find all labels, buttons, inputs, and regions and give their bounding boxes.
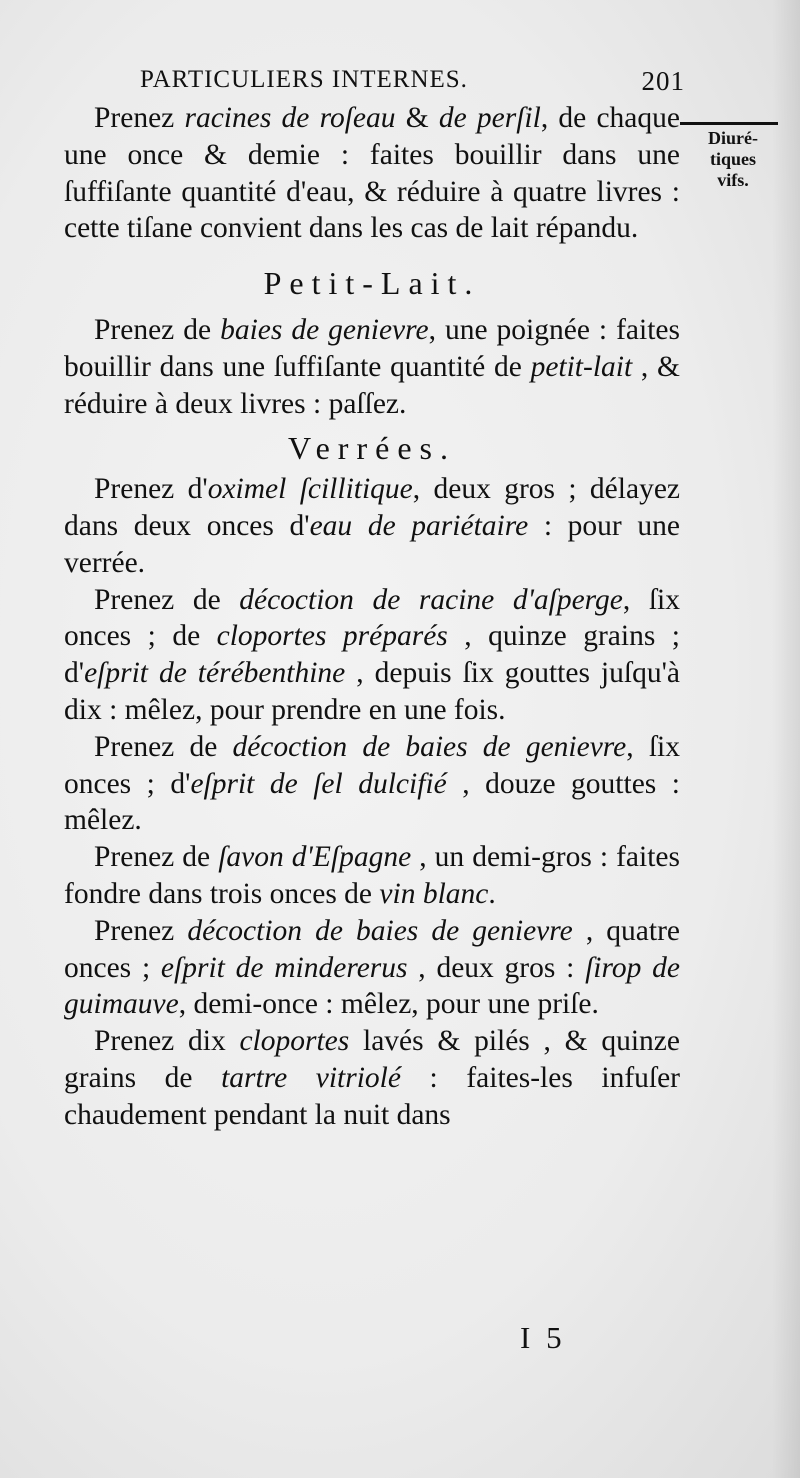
italic-run: décoction de baies de genievre bbox=[187, 914, 573, 947]
text-run: & bbox=[395, 102, 439, 134]
running-title: PARTICULIERS INTERNES. bbox=[140, 66, 468, 93]
paragraph bbox=[64, 471, 680, 581]
text-run: . bbox=[488, 877, 496, 910]
paragraph bbox=[64, 839, 680, 913]
text-run: , quatre onces ; bbox=[64, 914, 680, 984]
paragraph bbox=[64, 1023, 680, 1133]
text-run: Prenez de bbox=[94, 583, 240, 616]
section-heading: Verrées. bbox=[288, 430, 456, 467]
text-run: , quinze grains ; d' bbox=[64, 620, 680, 690]
paragraph bbox=[64, 312, 680, 422]
text-run: , demi-once : mêlez, pour une priſe. bbox=[178, 988, 599, 1021]
text-run: , douze gouttes : mêlez. bbox=[64, 767, 680, 837]
italic-run: baies de genievre bbox=[220, 313, 429, 346]
section-heading: Petit-Lait. bbox=[263, 265, 481, 302]
italic-run: eſprit de ſel dulcifié bbox=[190, 767, 447, 800]
text-run: , deux gros ; délayez dans deux onces d' bbox=[64, 473, 681, 542]
body-text bbox=[64, 100, 680, 1134]
italic-run: petit-lait bbox=[530, 350, 633, 383]
paragraph bbox=[64, 582, 680, 729]
margin-rule bbox=[680, 122, 778, 125]
italic-run: décoction de racine d'aſperge bbox=[239, 583, 623, 616]
text-run: , & réduire à deux livres : paſſez. bbox=[64, 350, 681, 420]
margin-note-line: tiques bbox=[709, 149, 756, 169]
page-number: 201 bbox=[641, 66, 685, 96]
italic-run: de perſil bbox=[438, 102, 541, 134]
margin-note bbox=[688, 128, 778, 191]
page-edge-shadow bbox=[772, 0, 800, 1478]
text-run: , une poignée : faites bouillir dans une ſuffiſante quantité de bbox=[64, 313, 680, 383]
italic-run: cloportes préparés bbox=[216, 620, 448, 653]
italic-run: tartre vitriolé bbox=[221, 1061, 401, 1094]
italic-run: vin blanc bbox=[379, 877, 489, 910]
text-run: , un demi-gros : faites fondre dans trois onces de bbox=[64, 841, 680, 910]
text-run: , de chaque une once & demie : faites bouillir dans une ſuffiſante quantité d'eau, & réduire à quatre livres : cette tiſane convient dans les cas de lait répandu. bbox=[64, 102, 680, 245]
text-run: Prenez bbox=[94, 102, 185, 134]
text-run: : pour une verrée. bbox=[64, 509, 680, 579]
italic-run: ſavon d'Eſpagne bbox=[218, 841, 412, 874]
text-run: Prenez de bbox=[94, 730, 233, 763]
paragraph bbox=[64, 913, 680, 1023]
text-run: Prenez de bbox=[94, 313, 221, 346]
text-run: , deux gros : bbox=[407, 951, 586, 984]
text-run: , ſix onces ; d' bbox=[64, 730, 680, 800]
text-run: , ſix onces ; de bbox=[64, 583, 680, 653]
italic-run: ſirop de guimauve bbox=[64, 951, 681, 1021]
italic-run: eſprit de mindererus bbox=[160, 951, 408, 984]
text-run: Prenez dix bbox=[94, 1025, 240, 1058]
italic-run: cloportes bbox=[239, 1025, 350, 1058]
paragraph bbox=[64, 100, 680, 247]
italic-run: eſprit de térébenthine bbox=[84, 657, 346, 690]
text-run: Prenez de bbox=[94, 841, 219, 874]
text-run: Prenez bbox=[94, 914, 188, 947]
signature-mark: I 5 bbox=[520, 1320, 566, 1355]
paragraph bbox=[64, 729, 680, 839]
text-run: lavés & pilés , & quinze grains de bbox=[64, 1025, 680, 1094]
italic-run: racines de roſeau bbox=[184, 102, 396, 134]
margin-note-line: Diuré- bbox=[708, 128, 758, 148]
italic-run: oximel ſcillitique bbox=[207, 473, 413, 506]
italic-run: eau de pariétaire bbox=[309, 509, 529, 542]
text-run: : faites-les infuſer chaudement pendant la nuit dans bbox=[64, 1061, 681, 1131]
margin-note-line: vifs. bbox=[717, 170, 749, 190]
text-run: , depuis ſix gouttes juſqu'à dix : mêlez, pour prendre en une fois. bbox=[64, 657, 680, 726]
text-run: Prenez d' bbox=[94, 473, 208, 506]
italic-run: décoction de baies de genievre bbox=[232, 730, 627, 763]
